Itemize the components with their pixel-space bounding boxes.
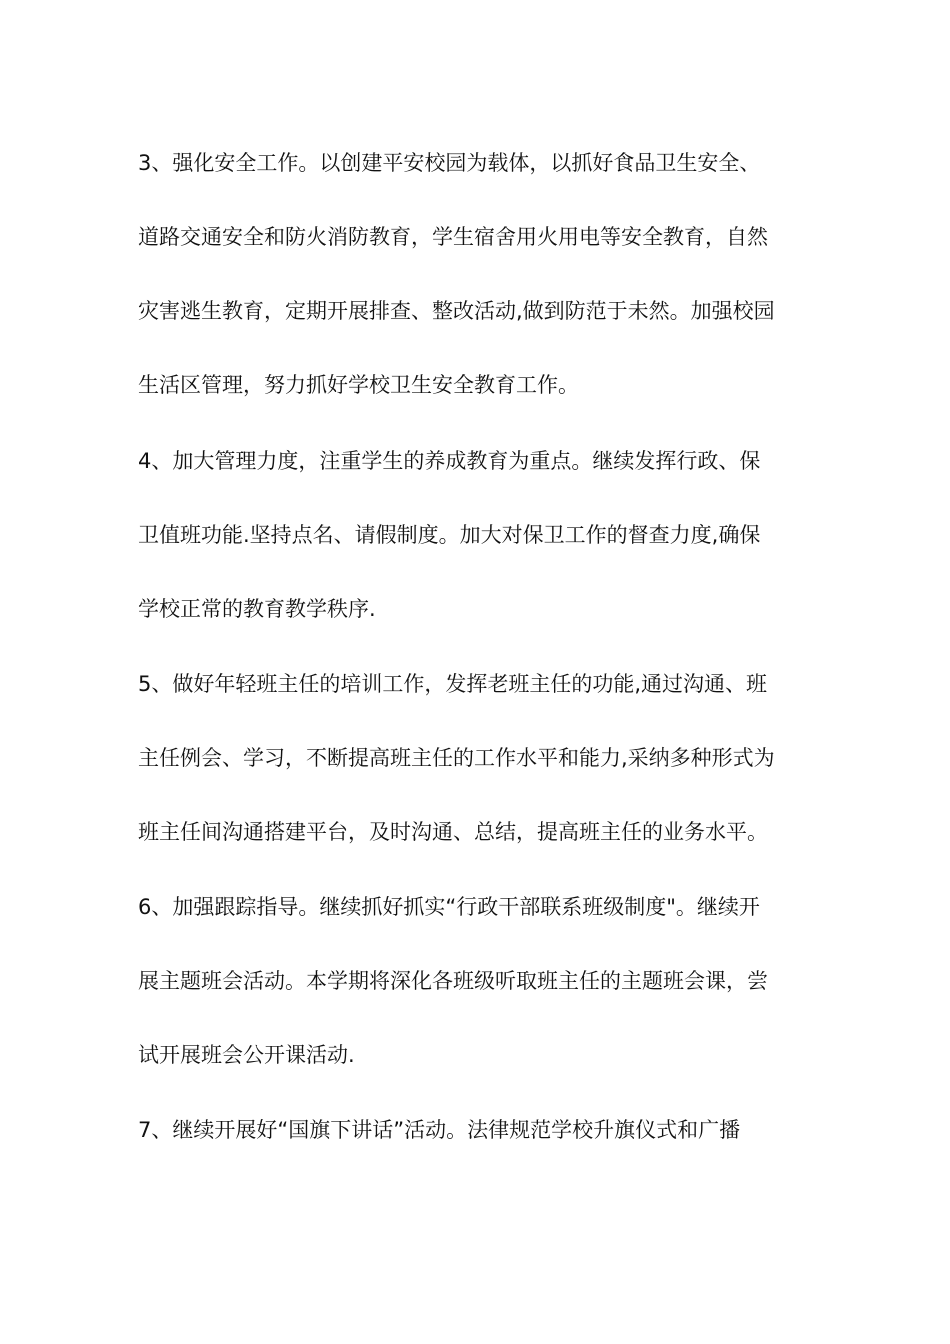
paragraph-6-line-1: 6、加强跟踪指导。继续抓好抓实“行政干部联系班级制度"。继续开 [138, 895, 760, 919]
paragraph-3-line-3: 灾害逃生教育，定期开展排查、整改活动,做到防范于未然。加强校园 [138, 299, 775, 323]
paragraph-5-line-3: 班主任间沟通搭建平台，及时沟通、总结，提高班主任的业务水平。 [138, 820, 768, 844]
paragraph-5-line-2: 主任例会、学习，不断提高班主任的工作水平和能力,采纳多种形式为 [138, 746, 775, 770]
paragraph-7-line-1: 7、继续开展好“国旗下讲话”活动。法律规范学校升旗仪式和广播 [138, 1118, 741, 1142]
paragraph-6-line-3: 试开展班会公开课活动. [138, 1043, 355, 1067]
paragraph-4-line-1: 4、加大管理力度，注重学生的养成教育为重点。继续发挥行政、保 [138, 449, 761, 473]
paragraph-6-line-2: 展主题班会活动。本学期将深化各班级听取班主任的主题班会课，尝 [138, 969, 768, 993]
paragraph-5-line-1: 5、做好年轻班主任的培训工作，发挥老班主任的功能,通过沟通、班 [138, 672, 768, 696]
paragraph-3-line-2: 道路交通安全和防火消防教育，学生宿舍用火用电等安全教育，自然 [138, 225, 768, 249]
paragraph-3-line-1: 3、强化安全工作。以创建平安校园为载体，以抓好食品卫生安全、 [138, 151, 761, 175]
paragraph-4-line-2: 卫值班功能.坚持点名、请假制度。加大对保卫工作的督查力度,确保 [138, 523, 761, 547]
paragraph-3-line-4: 生活区管理，努力抓好学校卫生安全教育工作。 [138, 373, 579, 397]
paragraph-4-line-3: 学校正常的教育教学秩序. [138, 597, 376, 621]
